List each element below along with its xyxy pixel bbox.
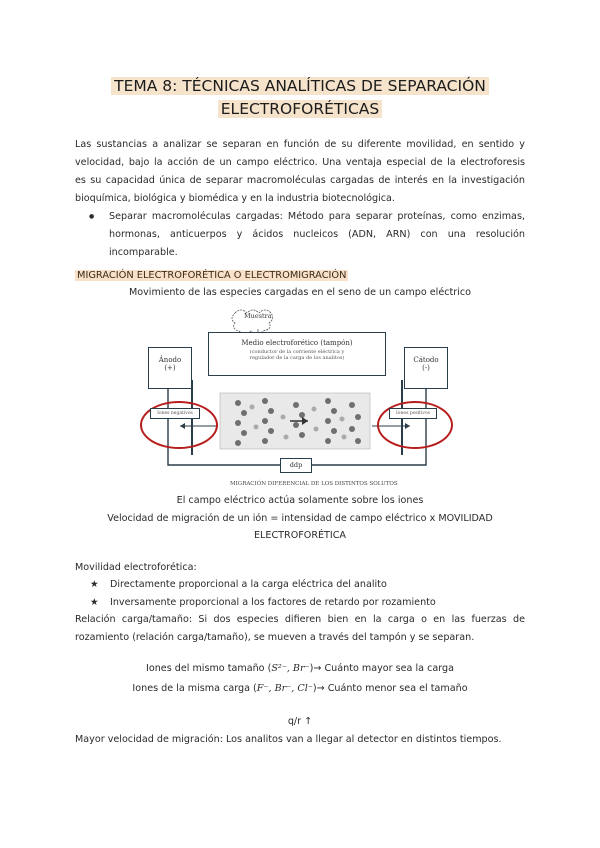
page-title-line-2: ELECTROFORÉTICAS xyxy=(0,98,600,121)
medium-subtitle-1: (conductor de la corriente eléctrica y xyxy=(249,349,345,355)
bullet-mark: ● xyxy=(89,213,95,220)
cathode-box xyxy=(404,347,448,389)
bullet-item xyxy=(75,208,525,262)
sample-label: Muestra xyxy=(244,312,272,320)
intro-line: Las sustancias a analizar se separan en función de su diferente movilidad, en sentido y xyxy=(75,139,525,150)
section-heading: MIGRACIÓN ELECTROFORÉTICA O ELECTROMIGRACIÓN xyxy=(77,270,347,281)
medium-subtitle-2: regulador de la carga de los analitos) xyxy=(249,355,345,361)
mobility-item: ★ Directamente proporcional a la carga eléctrica del analito xyxy=(90,576,387,594)
positive-ions-label: Iones positivos xyxy=(389,408,437,419)
page-title-line-1: TEMA 8: TÉCNICAS ANALÍTICAS DE SEPARACIÓN xyxy=(0,75,600,98)
anode-sign: (+) xyxy=(164,364,176,372)
velocity-line-1: Velocidad de migración de un ión = intensidad de campo eléctrico x MOVILIDAD xyxy=(107,513,493,524)
bullet-line: hormonas, anticuerpos y ácidos nucleicos (ADN, ARN) con una resolución xyxy=(109,229,525,240)
ratio-line: rozamiento (relación carga/tamaño), se mueven a través del tampón y se separan. xyxy=(75,632,475,643)
intro-line: es su capacidad única de separar macromoléculas cargadas de interés en la investigación xyxy=(75,175,525,186)
ions-same-size: Iones del mismo tamaño (S²⁻, Br⁻)→ Cuánto mayor sea la carga xyxy=(146,663,454,674)
ddp-box: ddp xyxy=(280,458,312,473)
bullet-line: incomparable. xyxy=(109,247,178,258)
anode-label: Ánodo xyxy=(158,356,182,364)
cathode-sign: (-) xyxy=(422,364,430,372)
medium-title: Medio electroforético (tampón) xyxy=(241,339,353,347)
intro-line: bioquímica, biológica y biomédica y en la industria biotecnológica. xyxy=(75,193,395,204)
field-note: El campo eléctrico actúa solamente sobre los iones xyxy=(176,495,424,506)
star-icon: ★ xyxy=(90,597,99,608)
diagram-title: Movimiento de las especies cargadas en el seno de un campo eléctrico xyxy=(128,287,472,298)
cathode-label: Cátodo xyxy=(413,356,439,364)
diagram-caption: MIGRACIÓN DIFERENCIAL DE LOS DISTINTOS SOLUTOS xyxy=(230,481,398,487)
mobility-heading: Movilidad electroforética: xyxy=(75,562,197,573)
ratio-line: Relación carga/tamaño: Si dos especies difieren bien en la carga o en las fuerzas de xyxy=(75,614,525,625)
velocity-line-2: ELECTROFORÉTICA xyxy=(254,530,346,541)
intro-line: velocidad, bajo la acción de un campo eléctrico. Una ventaja especial de la electroforesis xyxy=(75,157,525,168)
intro-paragraph xyxy=(75,136,525,208)
conclusion: Mayor velocidad de migración: Los analitos van a llegar al detector en distintos tiempos. xyxy=(75,734,502,745)
charge-size-ratio: q/r ↑ xyxy=(287,716,313,727)
ions-same-charge: Iones de la misma carga (F⁻, Br⁻, Cl⁻)→ Cuánto menor sea el tamaño xyxy=(132,683,468,694)
anode-box xyxy=(148,347,192,389)
mobility-item: ★ Inversamente proporcional a los factores de retardo por rozamiento xyxy=(90,594,436,612)
ratio-paragraph xyxy=(75,611,525,647)
medium-box xyxy=(208,332,386,376)
negative-ions-label: Iones negativos xyxy=(150,408,200,419)
electrophoresis-diagram xyxy=(140,305,450,490)
star-icon: ★ xyxy=(90,579,99,590)
bullet-line: Separar macromoléculas cargadas: Método para separar proteínas, como enzimas, xyxy=(109,211,525,222)
